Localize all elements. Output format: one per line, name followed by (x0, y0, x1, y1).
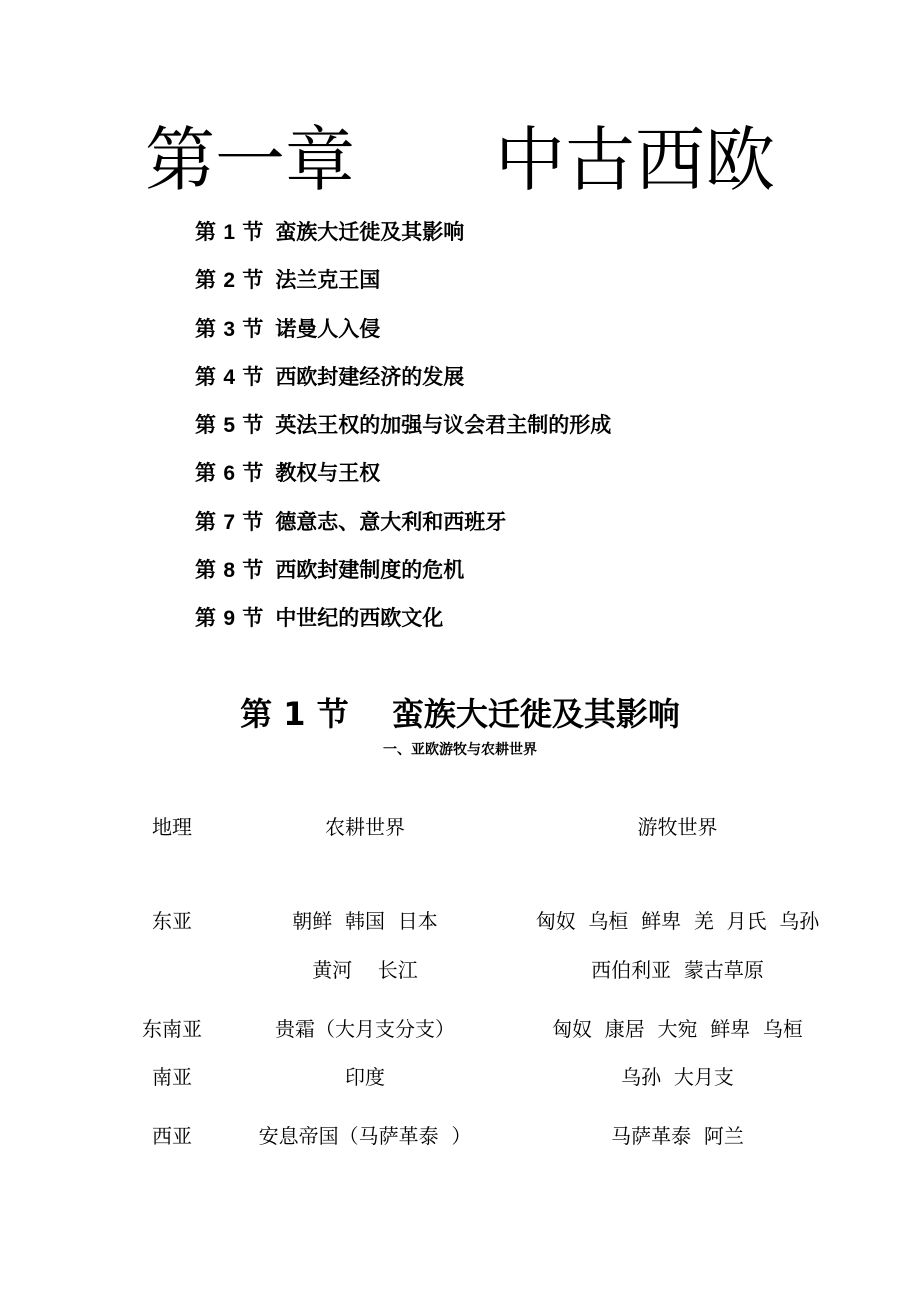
toc-number: 1 (223, 221, 235, 244)
row-farm-west-asia: 安息帝国（马萨革泰 ） (258, 1124, 472, 1148)
toc-number: 3 (223, 317, 235, 341)
toc-item-4 (195, 357, 611, 405)
toc-title: 西欧封建制度的危机 (275, 558, 465, 583)
toc-suffix: 节 (242, 413, 264, 438)
toc-number: 2 (223, 269, 235, 293)
toc-prefix: 第 (195, 220, 216, 244)
toc-item-9 (195, 598, 611, 646)
toc-item-8 (195, 550, 611, 598)
toc-suffix: 节 (242, 558, 264, 583)
toc-item-2 (195, 260, 611, 308)
toc-prefix: 第 (195, 316, 216, 341)
toc-prefix: 第 (195, 413, 216, 438)
toc-number: 8 (223, 559, 235, 583)
toc-suffix: 节 (242, 606, 264, 631)
toc-prefix: 第 (195, 558, 216, 583)
toc-suffix: 节 (242, 461, 264, 486)
chapter-title: 第一章 中古西欧 (145, 119, 775, 201)
toc-title: 西欧封建经济的发展 (275, 364, 465, 389)
toc-suffix: 节 (242, 220, 264, 244)
row-nomad-southeast-asia: 匈奴 康居 大宛 鲜卑 乌桓 (552, 1017, 803, 1041)
toc-suffix: 节 (242, 268, 264, 293)
toc-item-6 (195, 453, 611, 501)
row-farm-south-asia: 印度 (345, 1065, 385, 1089)
toc-title: 诺曼人入侵 (275, 316, 381, 341)
toc-suffix: 节 (242, 316, 264, 341)
row-nomad-south-asia: 乌孙 大月支 (621, 1065, 734, 1089)
row-nomad-west-asia: 马萨革泰 阿兰 (611, 1124, 744, 1148)
table-of-contents (195, 212, 611, 647)
toc-number: 7 (223, 510, 235, 534)
toc-number: 5 (223, 414, 235, 438)
row-geo-south-asia: 南亚 (152, 1065, 192, 1089)
row-geo-southeast-asia: 东南亚 (142, 1017, 202, 1041)
row-farm-east-asia-rivers: 黄河 长江 (312, 958, 418, 982)
toc-title: 蛮族大迁徙及其影响 (275, 220, 465, 244)
toc-prefix: 第 (195, 606, 216, 631)
toc-suffix: 节 (242, 509, 264, 534)
toc-number: 4 (223, 365, 235, 389)
header-farming-world: 农耕世界 (325, 815, 405, 839)
row-nomad-east-asia: 匈奴 乌桓 鲜卑 羌 月氏 乌孙 (535, 909, 820, 933)
row-farm-southeast-asia: 贵霜（大月支分支） (275, 1017, 455, 1041)
toc-prefix: 第 (195, 509, 216, 534)
row-geo-east-asia: 东亚 (152, 909, 192, 933)
toc-item-3 (195, 309, 611, 357)
section-title: 第 1 节 蛮族大迁徙及其影响 (240, 695, 680, 733)
toc-title: 法兰克王国 (275, 268, 381, 293)
section-subheading: 一、亚欧游牧与农耕世界 (383, 742, 537, 758)
header-nomadic-world: 游牧世界 (637, 815, 718, 839)
toc-title: 英法王权的加强与议会君主制的形成 (275, 413, 612, 438)
toc-item-1 (195, 212, 611, 260)
toc-prefix: 第 (195, 364, 216, 389)
row-farm-east-asia: 朝鲜 韩国 日本 (292, 909, 438, 933)
toc-prefix: 第 (195, 268, 216, 293)
toc-prefix: 第 (195, 461, 216, 486)
toc-suffix: 节 (242, 364, 264, 389)
toc-item-5 (195, 405, 611, 453)
row-geo-west-asia: 西亚 (152, 1124, 192, 1148)
toc-title: 中世纪的西欧文化 (275, 606, 444, 631)
toc-item-7 (195, 502, 611, 550)
toc-title: 德意志、意大利和西班牙 (275, 509, 507, 534)
header-geography: 地理 (152, 815, 192, 839)
toc-number: 6 (223, 462, 235, 486)
row-nomad-east-asia-steppe: 西伯利亚 蒙古草原 (591, 958, 764, 982)
toc-title: 教权与王权 (275, 461, 381, 486)
toc-number: 9 (223, 607, 235, 631)
